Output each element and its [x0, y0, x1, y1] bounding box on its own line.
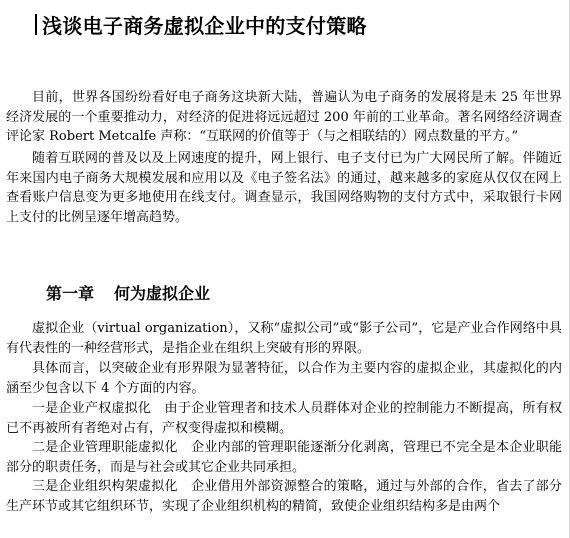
intro-paragraph-1: 目前，世界各国纷纷看好电子商务这块新大陆，普遍认为电子商务的发展将是未 25 年世界经济发展的一个重要推动力，对经济的促进将远远超过 200 年前的工业革命。著名网络经济调查评论家 Robert Metcalfe 声称：“互联网的价值等于（与之相联结的）网点数量的平方。”: [6, 90, 562, 144]
chapter-paragraph-2: 具体而言，以突破企业有形界限为显著特征，以合作为主要内容的虚拟企业，其虚拟化的内涵至少包含以下 4 个方面的内容。: [6, 361, 562, 396]
intro-paragraph-2: 随着互联网的普及以及上网速度的提升，网上银行、电子支付已为广大网民所了解。伴随近年来国内电子商务大规模发展和应用以及《电子签名法》的通过，越来越多的家庭从仅仅在网上查看账户信息变为更多地使用在线支付。调查显示，我国网络购物的支付方式中，采取银行卡网上支付的比例呈逐年增高趋势。: [6, 151, 562, 225]
chapter-heading: [46, 281, 210, 304]
chapter-title: 何为虚拟企业: [114, 284, 211, 303]
chapter-paragraph-5: 三是企业组织构架虚拟化 企业借用外部资源整合的策略，通过与外部的合作，省去了部分生产环节或其它组织环节，实现了企业组织机构的精简，致使企业组织结构多是由两个: [6, 479, 562, 514]
chapter-paragraph-4: 二是企业管理职能虚拟化 企业内部的管理职能逐渐分化剥离，管理已不完全是本企业职能部分的职责任务，而是与社会或其它企业共同承担。: [6, 440, 562, 475]
text-cursor: [35, 14, 37, 35]
document-title: 浅谈电子商务虚拟企业中的支付策略: [42, 14, 367, 38]
chapter-paragraph-1: 虚拟企业（virtual organization），又称“虚拟公司”或“影子公司”，它是产业合作网络中具有代表性的一种经营形式，是指企业在组织上突破有形的界限。: [6, 321, 562, 356]
chapter-paragraph-3: 一是企业产权虚拟化 由于企业管理者和技术人员群体对企业的控制能力不断提高，所有权已不再被所有者绝对占有，产权变得虚拟和模糊。: [6, 401, 562, 436]
chapter-number: 第一章: [46, 284, 95, 303]
